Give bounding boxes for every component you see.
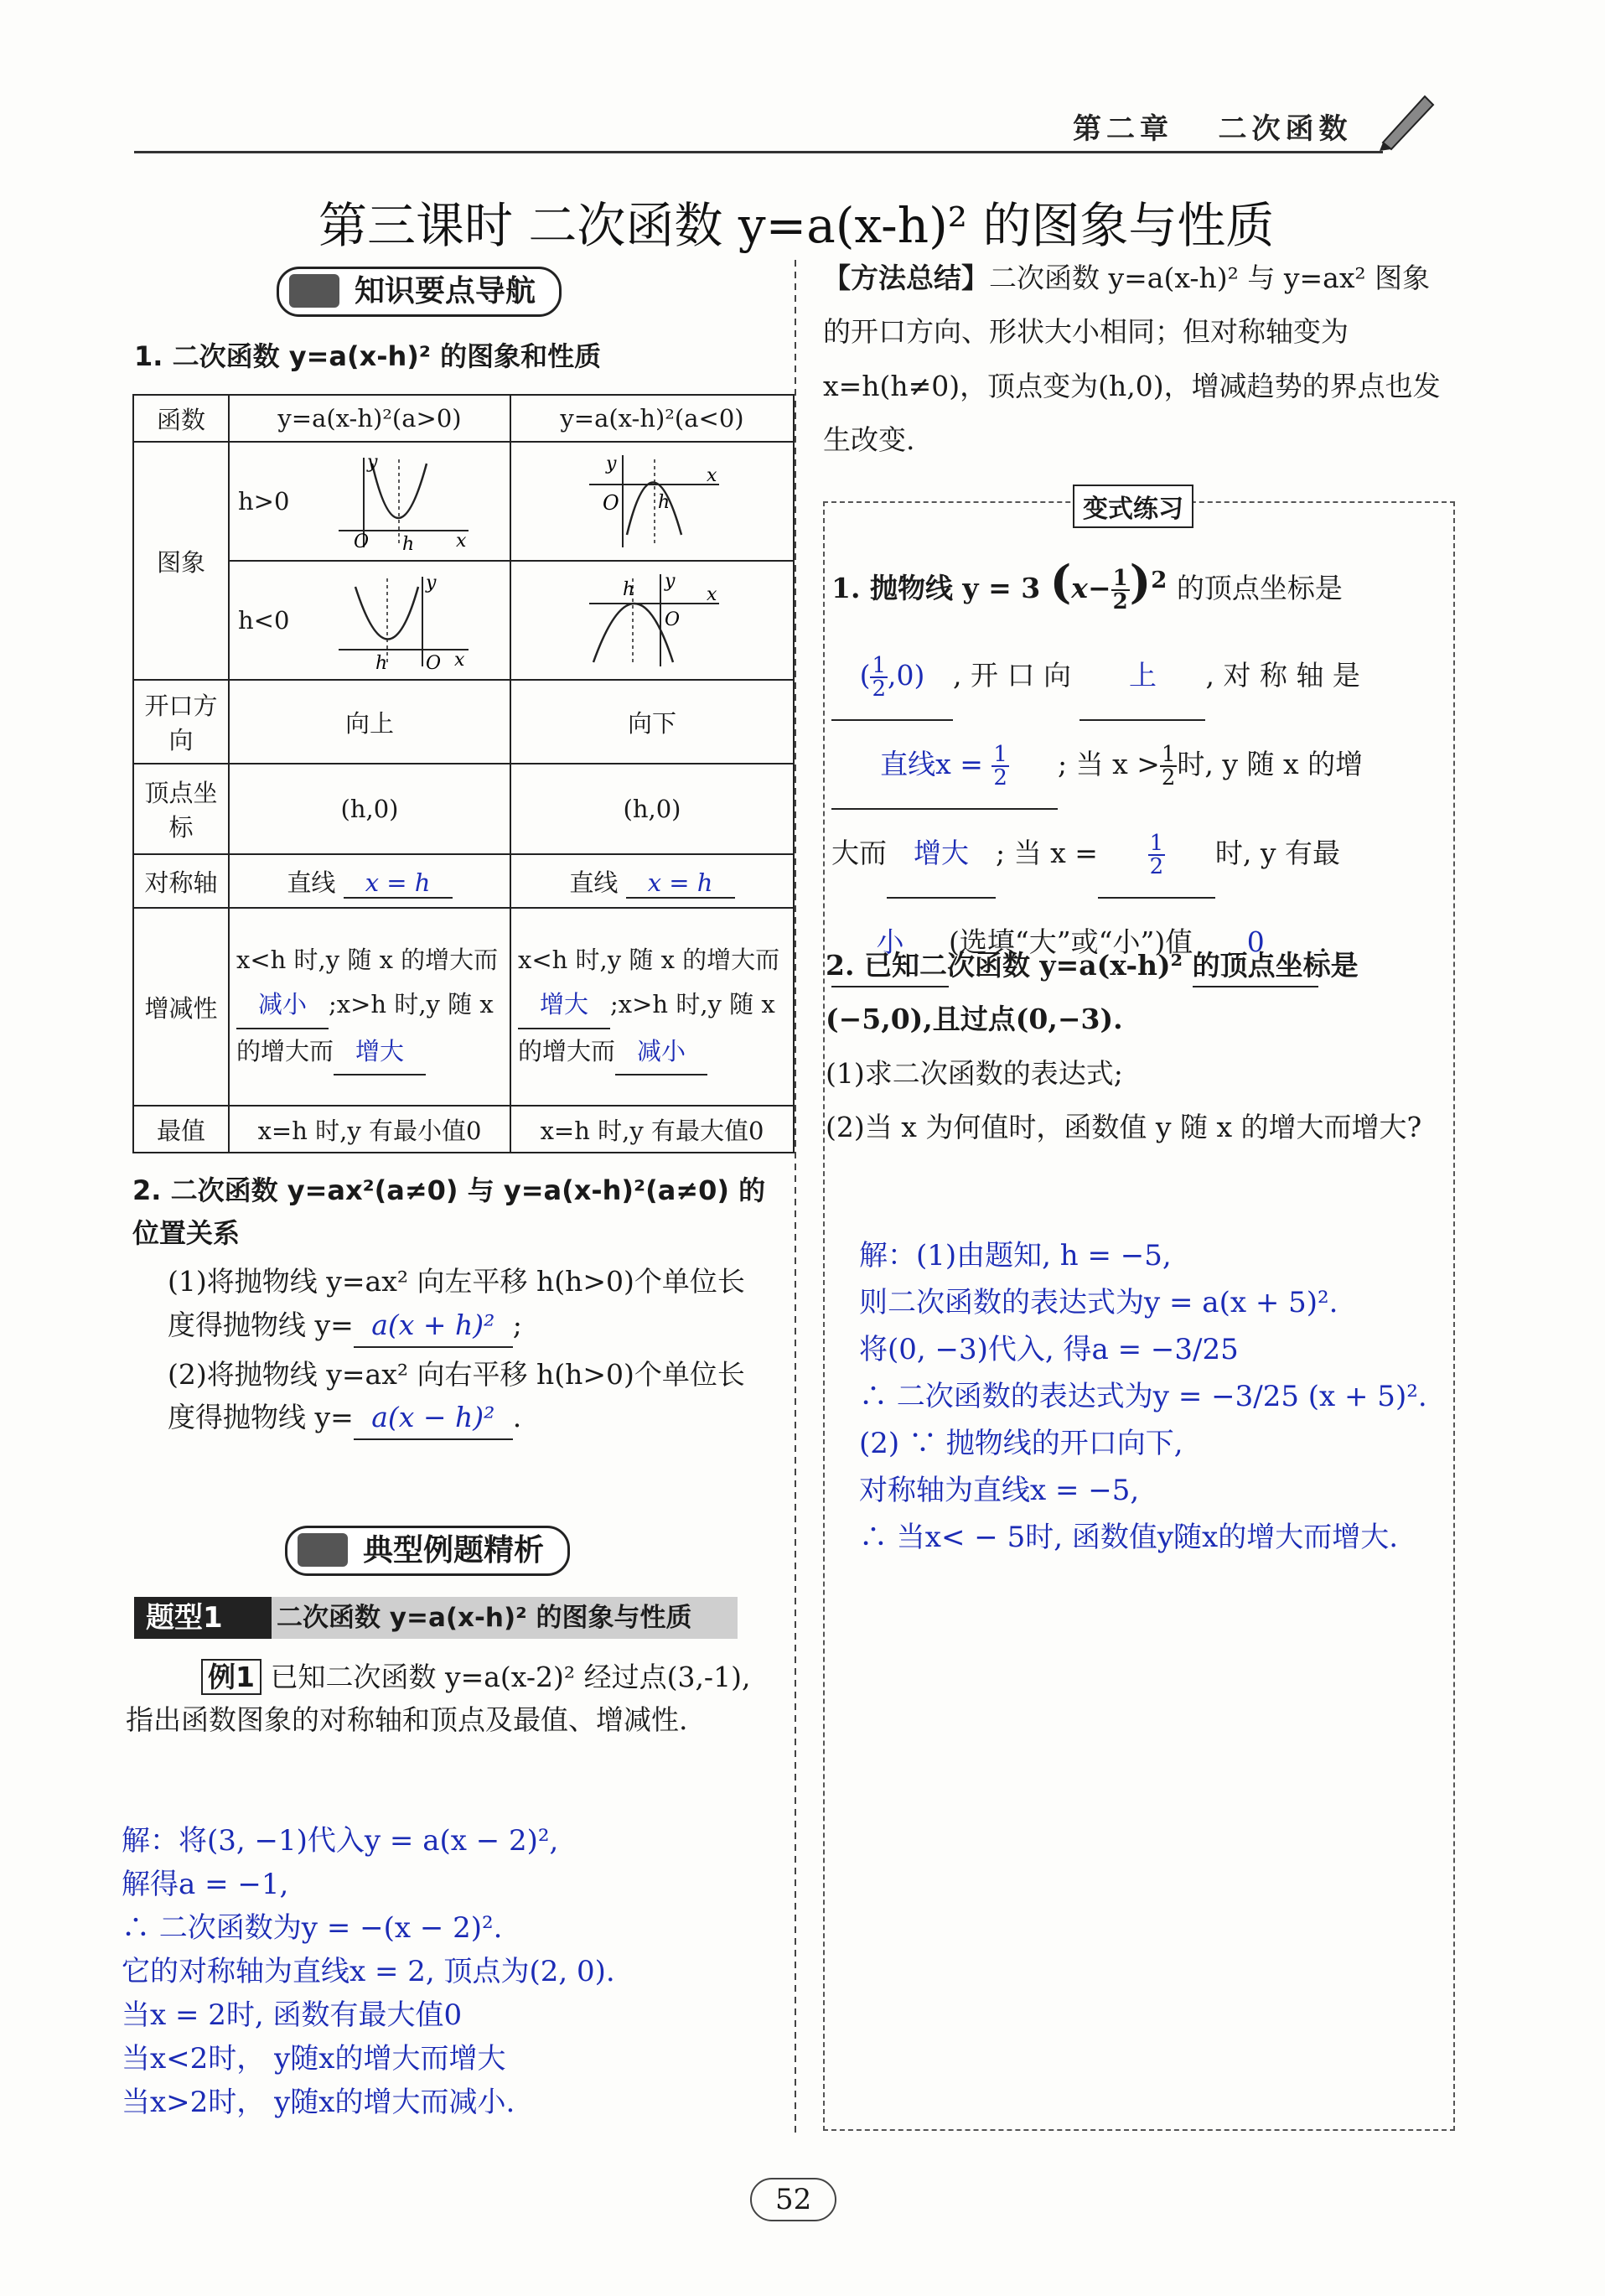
chapter-label: 第二章 [1073,112,1173,146]
svg-text:x: x [707,584,717,605]
vertex-neg: (h,0) [510,764,794,854]
svg-text:x: x [456,531,467,552]
svg-text:O: O [665,609,681,630]
item2 [132,1169,769,1440]
axis-neg: x = h [626,868,735,899]
pencil-icon [1375,84,1442,154]
mono-pos-2: 增大 [334,1029,426,1076]
graph-downward-hpos [581,451,723,552]
vertex-pos: (h,0) [229,764,510,854]
p1-inc: 增大 [887,810,996,899]
solution-line: 当x<2时， y随x的增大而增大 [122,2042,506,2076]
method-tag: 【方法总结】 [823,262,989,294]
p1-axis: 直线x = $\frac{1}{2}$ [831,721,1058,810]
axis-prefix: 直线 [569,868,619,897]
svg-text:h: h [658,492,670,513]
table-row-open-label: 开口方向 [133,680,229,764]
solution-line: 对称轴为直线x = −5, [859,1474,1140,1507]
practice-q2 [826,939,1437,1154]
p1-open: 上 [1079,632,1205,721]
section-knowledge: 知识要点导航 [277,267,562,317]
type1-band [134,1597,738,1639]
svg-text:y: y [606,453,617,474]
table-row-axis-label: 对称轴 [133,854,229,908]
chapter-topic: 二次函数 [1218,112,1353,146]
solution-line: 解：将(3, −1)代入y = a(x − 2)², [122,1824,559,1858]
solution-line: 当x = 2时, 函数有最大值0 [122,1998,463,2032]
table-header-pos: y=a(x-h)²(a>0) [229,395,510,442]
p1-vertex: ( $\frac{1}{2}$ ,0) [831,632,953,721]
table-row-graph-label: 图象 [133,442,229,680]
table-row-ext-label: 最值 [133,1106,229,1153]
properties-table: 函数 y=a(x-h)²(a>0) y=a(x-h)²(a<0) 图象 h>0 O h x y h<0 h O x y O h x y h O x y 开口方向 向上 向下 顶点坐标 (h,0) (h,0) 对称轴 直线 x = h 直线 x = h 增减性 x<h 时,y 随 x 的增大而减小 ;x>h 时,y 随 x 的增大而 增大 x<h 时,y 随 x 的增大而增大 ;x>h 时,y 随 x 的增大而 减小 最值 x=h 时,y 有最小值0 x=h 时,y 有最大值0 [132,394,795,1153]
ext-neg: x=h 时,y 有最大值0 [510,1106,794,1153]
item2-a1: a(x + h)² [354,1303,513,1348]
svg-text:h: h [623,579,635,600]
svg-text:x: x [454,650,465,671]
solution-line: 解：(1)由题知, h = −5, [859,1239,1172,1272]
axis-pos: x = h [344,868,453,899]
svg-text:x: x [707,465,717,486]
graph-upward-hneg [330,570,473,671]
example1-question: 例1 已知二次函数 y=a(x-2)² 经过点(3,-1),指出函数图象的对称轴和顶点及最值、增减性. [126,1661,751,1737]
solution-line: (2) ∵ 抛物线的开口向下, [859,1427,1183,1460]
solution-line: 当x>2时， y随x的增大而减小. [122,2086,515,2119]
page-number: 52 [750,2178,836,2221]
type1-title: 二次函数 y=a(x-h)² 的图象与性质 [277,1603,692,1633]
table-row-mono-label: 增减性 [133,908,229,1106]
solution-line: ∴ 二次函数的表达式为y = −3/25 (x + 5)². [859,1380,1427,1413]
mono-neg-1: 增大 [518,982,610,1029]
svg-text:y: y [426,573,437,593]
svg-text:O: O [603,491,619,515]
column-divider [795,260,796,2138]
solution-line: ∴ 二次函数为y = −(x − 2)². [122,1911,503,1945]
example1-tag: 例1 [201,1659,261,1695]
svg-text:h: h [375,653,388,671]
method-summary: 【方法总结】二次函数 y=a(x-h)² 与 y=ax² 图象的开口方向、形状大小相同；但对称轴变为 x=h(h≠0)，顶点变为(h,0)，增减趋势的界点也发生改变. [823,262,1441,457]
practice-q2-solution [859,1232,1427,1561]
p1-x: $\frac{1}{2}$ [1098,810,1215,899]
mono-pos-1: 减小 [236,982,329,1029]
h-neg-label: h<0 [238,606,290,635]
page-title: 第三课时 二次函数 y=a(x-h)² 的图象与性质 [318,197,1275,254]
solution-line: 它的对称轴为直线x = 2, 顶点为(2, 0). [122,1955,615,1988]
solution-line: 解得a = −1, [122,1868,289,1901]
svg-text:O: O [426,653,442,671]
p1-val: 0 [1193,899,1318,987]
table-header-func: 函数 [133,395,229,442]
h-pos-label: h>0 [238,487,290,516]
p1-min: 小 [831,899,949,987]
solution-line: 将(0, −3)代入, 得a = −3/25 [859,1333,1239,1366]
table-header-neg: y=a(x-h)²(a<0) [510,395,794,442]
mono-neg-2: 减小 [615,1029,707,1076]
svg-text:y: y [665,571,676,592]
header-rule [134,151,1383,153]
item2-a2: a(x − h)² [354,1396,513,1440]
svg-text:O: O [354,531,370,552]
book-icon [289,274,339,308]
p2-sub1: (1)求二次函数的表达式; [826,1056,1123,1090]
axis-prefix: 直线 [287,868,336,897]
table-row-vertex-label: 顶点坐标 [133,764,229,854]
item1-heading: 1. 二次函数 y=a(x-h)² 的图象和性质 [134,340,602,372]
item2-q2: (2)将抛物线 y=ax² 向右平移 h(h>0)个单位长度得抛物线 y= a(x − h)² . [132,1353,769,1440]
graph-downward-hneg [581,570,723,671]
section-examples: 典型例题精析 [285,1526,570,1576]
practice-q1: 1. 抛物线 y = 3 (x− $\frac{1}{2}$ )$^2$ 的顶点坐标是 ( $\frac{1}{2}$ ,0) , 开 口 向 上 , 对 称 轴 是 直线x = $\frac{1}{2}$ ; 当 x > $\frac{1}{2}$ 时, y 随 x 的增 大而 增大 ; 当 x = $\frac{1}{2}$ 时, y 有最 小 (选填“大”或“小”)值 0 . [831,536,1443,987]
practice-tag: 变式练习 [1073,485,1193,528]
open-pos: 向上 [229,680,510,764]
item2-q1: (1)将抛物线 y=ax² 向左平移 h(h>0)个单位长度得抛物线 y= a(x + h)² ; [132,1260,769,1347]
type1-tag: 题型1 [134,1597,272,1639]
ext-pos: x=h 时,y 有最小值0 [229,1106,510,1153]
solution-line: ∴ 当x< − 5时, 函数值y随x的增大而增大. [859,1521,1399,1554]
svg-text:y: y [367,452,378,473]
open-neg: 向下 [510,680,794,764]
hand-icon [298,1533,348,1567]
p2-question: 2. 已知二次函数 y=a(x-h)² 的顶点坐标是(−5,0),且过点(0,−3). [826,949,1359,1036]
chapter-header [1073,106,1353,147]
graph-upward-hpos [330,451,473,552]
example1-solution [122,1819,615,2124]
p2-sub2: (2)当 x 为何值时，函数值 y 随 x 的增大而增大? [826,1111,1422,1144]
item2-heading: 2. 二次函数 y=ax²(a≠0) 与 y=a(x-h)²(a≠0) 的位置关系 [132,1174,766,1250]
svg-text:h: h [402,534,415,552]
solution-line: 则二次函数的表达式为y = a(x + 5)². [859,1286,1338,1319]
